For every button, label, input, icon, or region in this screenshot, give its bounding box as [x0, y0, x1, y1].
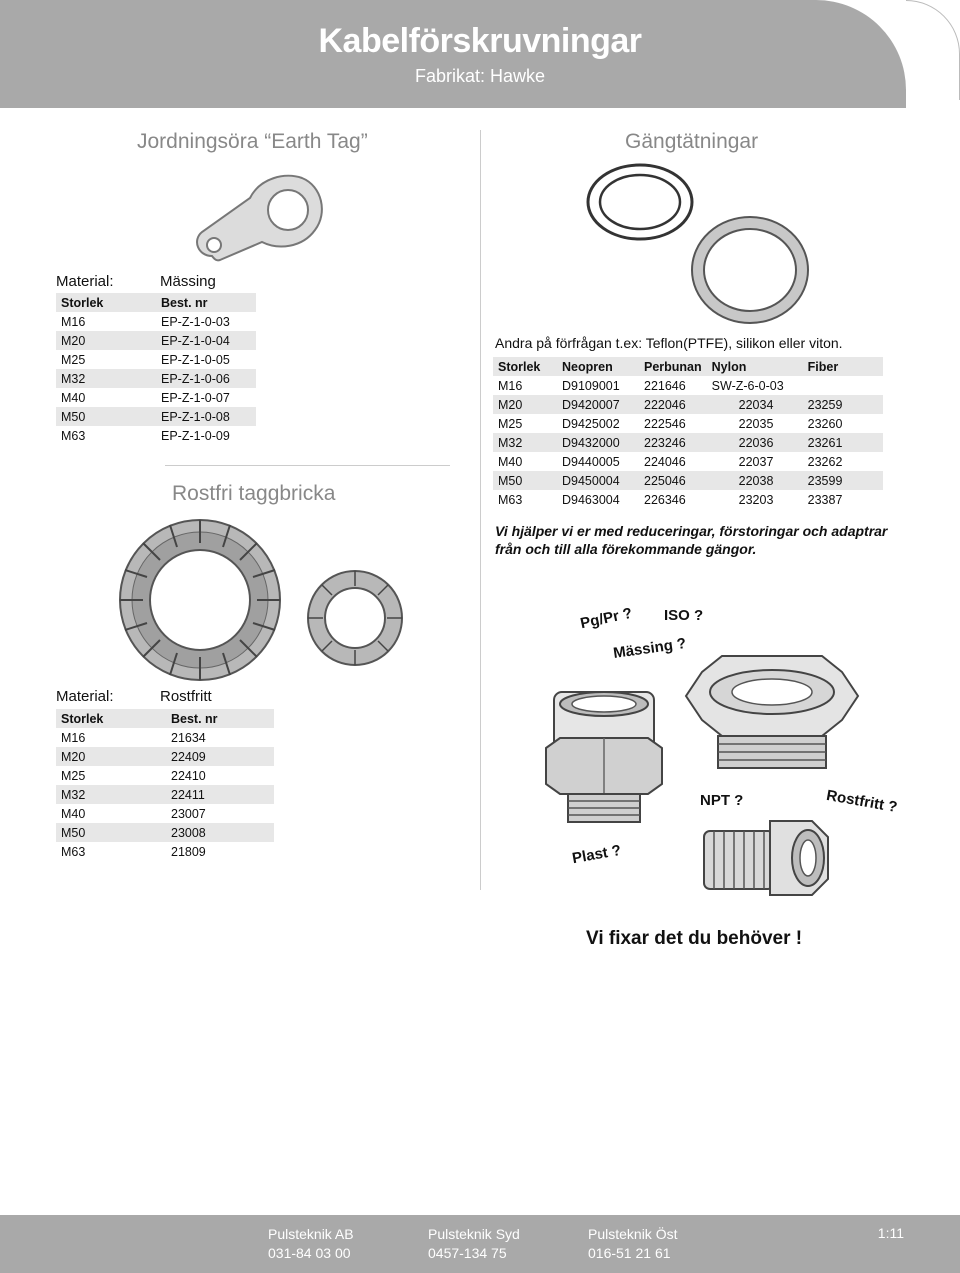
office-ab [268, 1225, 354, 1263]
perbunan-cell: 223246 [644, 435, 686, 450]
size-cell: M50 [61, 825, 86, 840]
part-number-cell: 22409 [171, 749, 206, 764]
nylon-cell: 23203 [738, 492, 774, 507]
office-phone: 0457-134 75 [428, 1245, 507, 1261]
size-cell: M40 [498, 454, 523, 469]
office-ost [588, 1225, 677, 1263]
size-cell: M20 [498, 397, 523, 412]
table-row [493, 490, 883, 509]
gaskets-title: Gängtätningar [625, 130, 759, 153]
page-number: 1:11 [877, 1225, 904, 1241]
size-cell: M16 [61, 730, 86, 745]
column-divider [480, 130, 481, 890]
table-row [56, 426, 256, 445]
neopren-cell: D9425002 [562, 416, 620, 431]
part-number-cell: 21809 [171, 844, 206, 859]
column-header: Perbunan [644, 359, 702, 374]
page-subtitle: Fabrikat: Hawke [414, 66, 546, 86]
part-number-cell: 23007 [171, 806, 206, 821]
neopren-cell: D9463004 [562, 492, 620, 507]
size-cell: M32 [61, 787, 86, 802]
material-value: Mässing [160, 273, 216, 290]
nylon-cell: 22035 [738, 416, 774, 431]
material-label: Material: [56, 688, 114, 705]
material-value: Rostfritt [160, 688, 212, 705]
gaskets-note: Andra på förfrågan t.ex: Teflon(PTFE), silikon eller viton. [495, 335, 843, 351]
column-header: Storlek [61, 295, 104, 310]
table-row [493, 471, 883, 490]
tag-massing: Mässing ? [612, 634, 688, 663]
table-row [493, 395, 883, 414]
size-cell: M32 [61, 371, 86, 386]
small-washer-image [305, 568, 405, 668]
office-name: Pulsteknik Öst [588, 1226, 678, 1242]
office-name: Pulsteknik AB [268, 1226, 354, 1242]
size-cell: M16 [61, 314, 86, 329]
column-header: Storlek [61, 711, 104, 726]
header-corner-line [906, 0, 960, 100]
column-header: Storlek [498, 359, 541, 374]
table-row [56, 388, 256, 407]
part-number-cell: 22411 [171, 787, 205, 802]
table-header-row [493, 357, 883, 376]
size-cell: M40 [61, 390, 86, 405]
perbunan-cell: 226346 [644, 492, 686, 507]
size-cell: M50 [61, 409, 86, 424]
nylon-cell: 22034 [738, 397, 774, 412]
size-cell: M32 [498, 435, 523, 450]
table-row [493, 376, 883, 395]
table-row [56, 728, 274, 747]
reducer-adapter-image [682, 652, 862, 772]
adapters-note: Vi hjälper vi er med reduceringar, förstoringar och adaptrar från och till alla förekommande gängor. [495, 523, 888, 557]
neopren-cell: D9432000 [562, 435, 620, 450]
tag-iso: ISO ? [664, 607, 704, 624]
tag-pg: Pg/Pr ? [578, 604, 634, 633]
part-number-cell: 21634 [171, 730, 206, 745]
gaskets-table [493, 357, 883, 509]
size-cell: M25 [61, 768, 86, 783]
page-title: Kabelförskruvningar [318, 22, 642, 60]
part-number-cell: EP-Z-1-0-07 [161, 390, 230, 405]
table-header-row [56, 709, 274, 728]
fiber-cell: 23387 [807, 492, 843, 507]
office-phone: 031-84 03 00 [268, 1245, 351, 1261]
office-name: Pulsteknik Syd [428, 1226, 520, 1242]
perbunan-cell: 224046 [644, 454, 686, 469]
fiber-cell: 23259 [807, 397, 843, 412]
perbunan-cell: 222546 [644, 416, 686, 431]
office-phone: 016-51 21 61 [588, 1245, 671, 1261]
table-row [56, 804, 274, 823]
table-row [56, 350, 256, 369]
fiber-cell: 23599 [807, 473, 843, 488]
perbunan-cell: 225046 [644, 473, 686, 488]
table-row [493, 452, 883, 471]
column-header: Best. nr [161, 295, 208, 310]
size-cell: M63 [498, 492, 523, 507]
part-number-cell: EP-Z-1-0-04 [161, 333, 230, 348]
table-row [56, 369, 256, 388]
tag-rostfritt: Rostfritt ? [825, 786, 899, 817]
table-row [56, 785, 274, 804]
fiber-cell [803, 376, 883, 395]
tag-plast: Plast ? [570, 841, 623, 868]
column-header: Neopren [562, 359, 613, 374]
earth-tag-table [56, 293, 256, 445]
table-row [56, 766, 274, 785]
earth-tag-title: Jordningsöra “Earth Tag” [137, 130, 368, 153]
size-cell: M40 [61, 806, 86, 821]
size-cell: M16 [498, 378, 523, 393]
office-syd [428, 1225, 520, 1263]
table-header-row [56, 293, 256, 312]
part-number-cell: EP-Z-1-0-03 [161, 314, 230, 329]
washer-table [56, 709, 274, 861]
part-number-cell: EP-Z-1-0-06 [161, 371, 230, 386]
size-cell: M50 [498, 473, 523, 488]
small-gasket-image [585, 162, 695, 242]
large-gasket-image [688, 213, 812, 328]
perbunan-cell: 221646 [644, 378, 686, 393]
fiber-cell: 23260 [807, 416, 843, 431]
neopren-cell: D9109001 [562, 378, 620, 393]
hex-nipple-image [700, 815, 835, 900]
earth-tag-image [190, 168, 330, 268]
page-header [0, 0, 906, 108]
table-row [56, 331, 256, 350]
nylon-cell: 22038 [738, 473, 774, 488]
hex-adapter-image [540, 686, 670, 826]
size-cell: M63 [61, 428, 86, 443]
size-cell: M20 [61, 749, 86, 764]
washer-title: Rostfri taggbricka [172, 482, 336, 505]
size-cell: M25 [61, 352, 86, 367]
part-number-cell: 22410 [171, 768, 206, 783]
tagline: Vi fixar det du behöver ! [586, 928, 803, 949]
part-number-cell: EP-Z-1-0-08 [161, 409, 230, 424]
column-header: Fiber [807, 359, 839, 374]
column-header: Best. nr [171, 711, 218, 726]
table-row [493, 414, 883, 433]
part-number-cell: EP-Z-1-0-05 [161, 352, 230, 367]
fiber-cell: 23261 [807, 435, 843, 450]
table-row [56, 823, 274, 842]
size-cell: M25 [498, 416, 523, 431]
part-number-cell: EP-Z-1-0-09 [161, 428, 230, 443]
nylon-cell: 22036 [738, 435, 774, 450]
fiber-cell: 23262 [807, 454, 843, 469]
table-row [56, 747, 274, 766]
nylon-cell: 22037 [738, 454, 774, 469]
part-number-cell: 23008 [171, 825, 206, 840]
tag-npt: NPT ? [700, 792, 744, 809]
page-footer [0, 1215, 960, 1273]
table-row [56, 312, 256, 331]
perbunan-cell: 222046 [644, 397, 686, 412]
column-header: Nylon [711, 359, 747, 374]
material-label: Material: [56, 273, 114, 290]
neopren-cell: D9450004 [562, 473, 620, 488]
neopren-cell: D9420007 [562, 397, 620, 412]
size-cell: M63 [61, 844, 86, 859]
table-row [56, 407, 256, 426]
large-washer-image [115, 515, 285, 685]
neopren-cell: D9440005 [562, 454, 620, 469]
size-cell: M20 [61, 333, 86, 348]
table-row [493, 433, 883, 452]
nylon-cell: SW-Z-6-0-03 [711, 378, 784, 393]
table-row [56, 842, 274, 861]
section-divider [165, 465, 450, 466]
